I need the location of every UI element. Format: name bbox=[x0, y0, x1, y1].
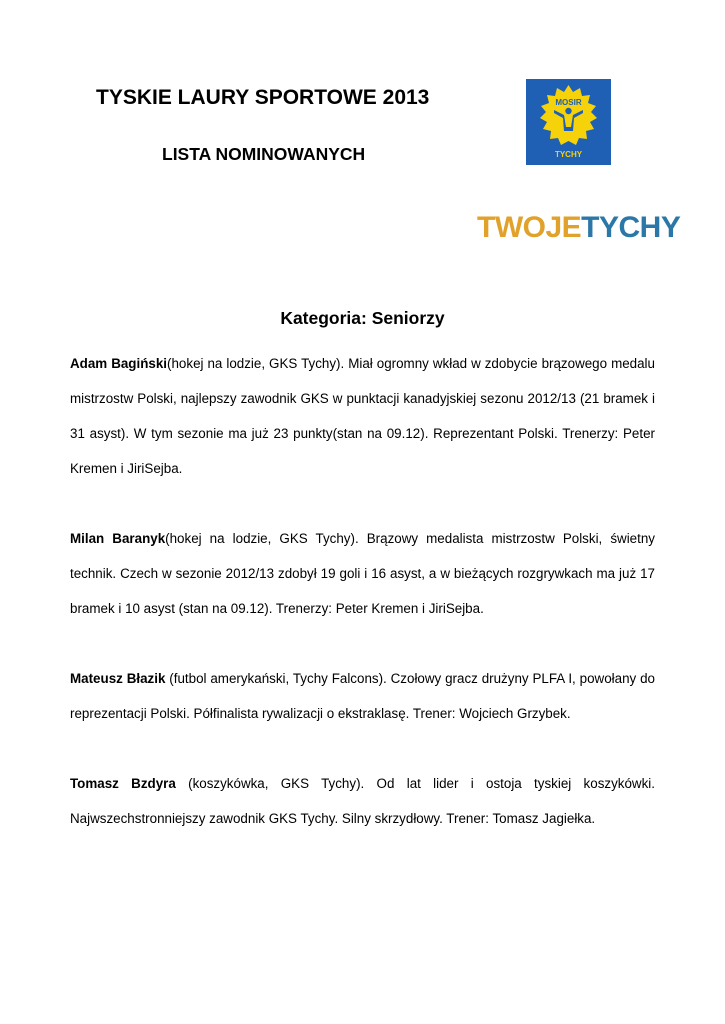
category-heading bbox=[0, 308, 725, 329]
document-subtitle: LISTA NOMINOWANYCH bbox=[162, 144, 366, 164]
mosir-tychy-logo bbox=[526, 79, 611, 165]
document-title: TYSKIE LAURY SPORTOWE 2013 bbox=[96, 86, 430, 109]
nominee-description: (hokej na lodzie, GKS Tychy). Brązowy medalista mistrzostw Polski, świetny technik. Czech w sezonie 2012/13 zdobył 19 goli i 16 asyst, a w bieżących rozgrywkach ma już 17 bramek i 10 asyst (stan na 09.12). Trenerzy: Peter Kremen i JiriSejba. bbox=[70, 531, 655, 616]
nominee-name: Adam Bagiński bbox=[70, 356, 168, 371]
nominee-name: Milan Baranyk bbox=[70, 531, 166, 546]
mosir-logo-text: MOSIR bbox=[555, 98, 582, 107]
twoje-tychy-logo bbox=[477, 208, 681, 248]
nominee-name: Mateusz Błazik bbox=[70, 671, 166, 686]
tychy-logo-text: TYCHY bbox=[554, 150, 583, 159]
brand-logo-part1: TWOJE bbox=[477, 211, 582, 244]
nominee-description: (futbol amerykański, Tychy Falcons). Czołowy gracz drużyny PLFA I, powołany do reprezentacji Polski. Półfinalista rywalizacji o ekstraklasę. Trener: Wojciech Grzybek. bbox=[70, 671, 655, 721]
nominee-entry bbox=[70, 521, 655, 626]
nominee-name: Tomasz Bzdyra bbox=[70, 776, 176, 791]
nominee-list bbox=[70, 346, 655, 836]
category-label: Kategoria: Seniorzy bbox=[280, 308, 445, 328]
nominee-description: (hokej na lodzie, GKS Tychy). Miał ogromny wkład w zdobycie brązowego medalu mistrzostw Polski, najlepszy zawodnik GKS w punktacji kanadyjskiej sezonu 2012/13 (21 bramek i 31 asyst). W tym sezonie ma już 23 punkty(stan na 09.12). Reprezentant Polski. Trenerzy: Peter Kremen i JiriSejba. bbox=[70, 356, 655, 476]
nominee-entry bbox=[70, 766, 655, 836]
nominee-entry bbox=[70, 661, 655, 731]
nominee-entry bbox=[70, 346, 655, 486]
nominee-description: (koszykówka, GKS Tychy). Od lat lider i ostoja tyskiej koszykówki. Najwszechstronniejszy zawodnik GKS Tychy. Silny skrzydłowy. Trener: Tomasz Jagiełka. bbox=[70, 776, 655, 826]
brand-logo-part2: TYCHY bbox=[581, 211, 681, 244]
